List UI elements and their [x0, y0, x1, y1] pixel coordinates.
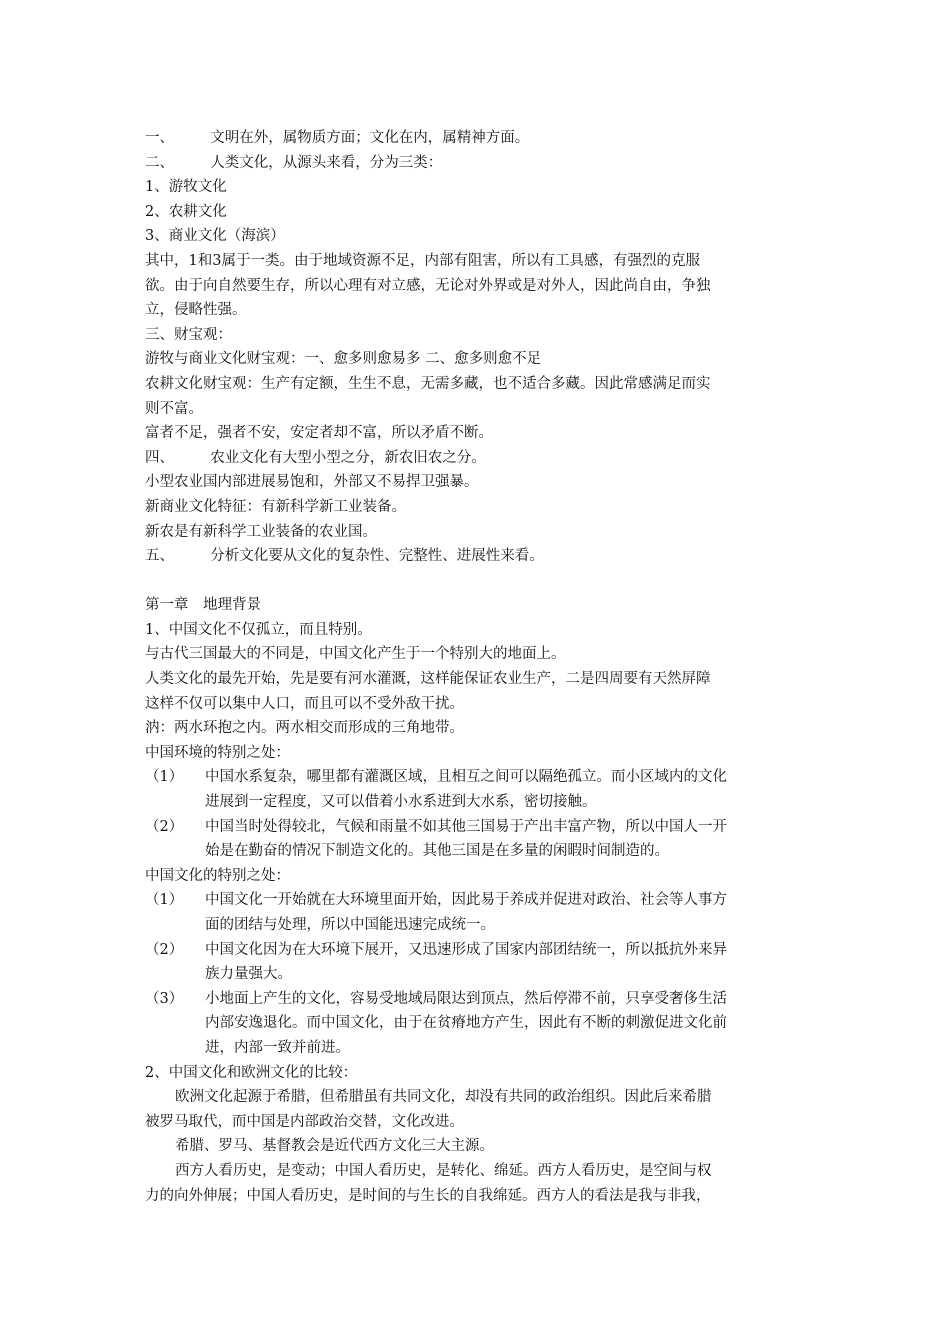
list-item: [145, 815, 810, 864]
list-item: [145, 987, 810, 1061]
list-item: [145, 888, 810, 937]
text-line: 人类文化的最先开始，先是要有河水灌溉，这样能保证农业生产，二是四周要有天然屏障: [145, 671, 711, 688]
list-text: 始是在勤奋的情况下制造文化的。其他三国是在多量的闲暇时间制造的。: [205, 843, 669, 860]
list-text: 小地面上产生的文化，容易受地域局限达到顶点，然后停滞不前，只享受奢侈生活: [205, 990, 727, 1007]
list-text: 中国水系复杂，哪里都有灌溉区域，且相互之间可以隔绝孤立。而小区域内的文化: [205, 769, 727, 786]
list-text: 族力量强大。: [205, 966, 292, 983]
list-number: （2）: [145, 818, 184, 835]
text-line: 立，侵略性强。: [145, 302, 247, 319]
text-line: 这样不仅可以集中人口，而且可以不受外敌干扰。: [145, 695, 464, 712]
text-line: 中国环境的特别之处：: [145, 744, 290, 761]
list-text: 面的团结与处理，所以中国能迅速完成统一。: [205, 917, 495, 933]
blank-line: [145, 569, 810, 594]
subheading: 2、中国文化和欧洲文化的比较：: [145, 1064, 358, 1081]
text-line: 四、 农业文化有大型小型之分，新农旧农之分。: [145, 449, 486, 466]
paragraph-line: 欧洲文化起源于希腊，但希腊虽有共同文化，却没有共同的政治组织。因此后来希腊: [175, 1089, 712, 1106]
text-line: 小型农业国内部进展易饱和，外部又不易捍卫强暴。: [145, 474, 479, 491]
intro-section: [145, 126, 810, 569]
list-number: （1）: [145, 892, 184, 909]
paragraph-line: 希腊、罗马、基督教会是近代西方文化三大主源。: [175, 1138, 494, 1155]
text-line: 农耕文化财宝观：生产有定额，生生不息，无需多藏，也不适合多藏。因此常感满足而实: [145, 375, 711, 392]
subheading: 中国文化的特别之处：: [145, 867, 290, 884]
list-text: 中国当时处得较北，气候和雨量不如其他三国易于产出丰富产物，所以中国人一开: [205, 818, 727, 835]
text-line: 其中，1和3属于一类。由于地域资源不足，内部有阻害，所以有工具感，有强烈的克服: [145, 252, 700, 269]
paragraph-line: 被罗马取代，而中国是内部政治交替，文化改进。: [145, 1113, 464, 1130]
list-number: （3）: [145, 990, 184, 1007]
text-line: 新农是有新科学工业装备的农业国。: [145, 523, 377, 540]
list-text: 内部安逸退化。而中国文化，由于在贫瘠地方产生，因此有不断的刺激促进文化前: [205, 1015, 727, 1032]
list-number: （1）: [145, 769, 184, 786]
paragraph-line: 西方人看历史，是变动；中国人看历史，是转化、绵延。西方人看历史，是空间与权: [175, 1162, 712, 1179]
list-text: 中国文化因为在大环境下展开，又迅速形成了国家内部团结统一，所以抵抗外来异: [205, 941, 727, 958]
list-text: 中国文化一开始就在大环境里面开始，因此易于养成并促进对政治、社会等人事方: [205, 892, 727, 909]
list-item: [145, 765, 810, 814]
list-text: 进展到一定程度，又可以借着小水系进到大水系，密切接触。: [205, 794, 597, 811]
text-line: 五、 分析文化要从文化的复杂性、完整性、进展性来看。: [145, 548, 544, 565]
list-item: [145, 938, 810, 987]
chapter-title: 第一章 地理背景: [145, 597, 261, 614]
text-line: 2、农耕文化: [145, 203, 227, 220]
list-number: （2）: [145, 941, 184, 958]
text-line: 与古代三国最大的不同是，中国文化产生于一个特别大的地面上。: [145, 646, 566, 663]
text-line: 富者不足，强者不安，安定者却不富，所以矛盾不断。: [145, 425, 493, 442]
text-line: 1、游牧文化: [145, 179, 227, 196]
text-line: 新商业文化特征：有新科学新工业装备。: [145, 498, 406, 515]
text-line: 欲。由于向自然要生存，所以心理有对立感，无论对外界或是对外人，因此尚自由，争独: [145, 277, 711, 294]
text-line: 二、 人类文化，从源头来看，分为三类：: [145, 154, 443, 171]
text-line: 一、 文明在外，属物质方面；文化在内，属精神方面。: [145, 130, 530, 146]
document-body: [145, 126, 810, 1208]
text-line: 三、财宝观：: [145, 326, 232, 343]
text-line: 汭：两水环抱之内。两水相交而形成的三角地带。: [145, 720, 464, 737]
chapter-section: [145, 593, 810, 1208]
list-text: 进，内部一致并前进。: [205, 1039, 350, 1056]
paragraph-line: 力的向外伸展；中国人看历史，是时间的与生长的自我绵延。西方人的看法是我与非我，: [145, 1187, 711, 1204]
text-line: 1、中国文化不仅孤立，而且特别。: [145, 621, 372, 638]
text-line: 则不富。: [145, 400, 203, 417]
text-line: 游牧与商业文化财宝观：一、愈多则愈易多 二、愈多则愈不足: [145, 351, 542, 368]
text-line: 3、商业文化（海滨）: [145, 228, 285, 245]
